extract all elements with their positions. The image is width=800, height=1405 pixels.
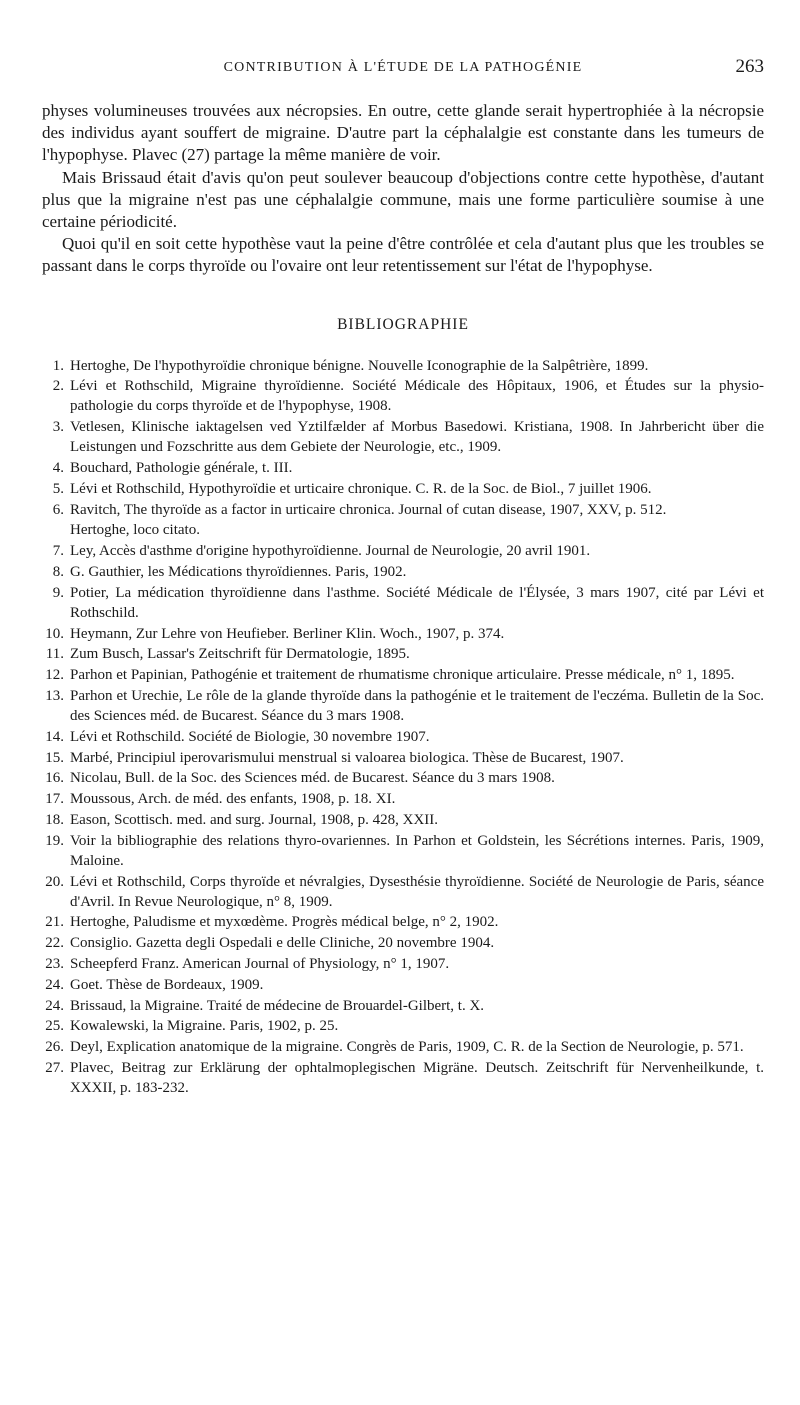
bibliography-entry bbox=[42, 479, 764, 499]
entry-number: 21. bbox=[45, 914, 64, 931]
bibliography-entry bbox=[42, 975, 764, 995]
bibliography-entry bbox=[42, 665, 764, 685]
entry-number: 10. bbox=[45, 625, 64, 642]
bibliography-entry bbox=[42, 996, 764, 1016]
entry-number: 6. bbox=[52, 501, 64, 518]
entry-number: 20. bbox=[45, 873, 64, 890]
entry-number: 8. bbox=[52, 564, 64, 580]
bibliography-entry bbox=[42, 520, 764, 540]
entry-text: Vetlesen, Klinische iaktagelsen ved Yztilfælder af Morbus Basedowi. Kristiana, 1908. In Jahrbericht über die Leistungen und Fozschritte aus dem Gebiete der Neurologie, etc., 1909. bbox=[70, 419, 764, 456]
entry-text: Lévi et Rothschild, Hypothyroïdie et urticaire chronique. C. R. de la Soc. de Biol., 7 juillet 1906. bbox=[70, 480, 652, 497]
bibliography-entry bbox=[42, 458, 764, 478]
bibliography-entry bbox=[42, 1037, 764, 1057]
entry-number: 25. bbox=[45, 1018, 64, 1035]
bibliography-entry bbox=[42, 748, 764, 768]
entry-text: Hertoghe, loco citato. bbox=[70, 522, 200, 539]
bibliography-entry bbox=[42, 727, 764, 747]
document-page bbox=[42, 58, 764, 1099]
entry-text: Potier, La médication thyroïdienne dans l'asthme. Société Médicale de l'Élysée, 3 mars 1907, cité par Lévi et Rothschild. bbox=[70, 584, 764, 621]
entry-number: 15. bbox=[45, 749, 64, 766]
bibliography-entry bbox=[42, 912, 764, 932]
entry-text: Lévi et Rothschild, Corps thyroïde et névralgies, Dysesthésie thyroïdienne. Société de Neurologie de Paris, séance d'Avril. In Revue Neurologique, n° 8, 1909. bbox=[70, 873, 764, 910]
body-paragraph: Quoi qu'il en soit cette hypothèse vaut la peine d'être contrôlée et cela d'autant plus que les troubles se passant dans le corps thyroïde ou l'ovaire ont leur retentissement sur l'état de l'hypophyse. bbox=[42, 234, 764, 276]
entry-number: 24. bbox=[45, 976, 64, 993]
bibliography-entry bbox=[42, 789, 764, 809]
bibliography-title: BIBLIOGRAPHIE bbox=[337, 315, 469, 333]
running-title: CONTRIBUTION À L'ÉTUDE DE LA PATHOGÉNIE bbox=[223, 60, 583, 75]
entry-number: 18. bbox=[45, 811, 64, 828]
entry-text: Hertoghe, De l'hypothyroïdie chronique bénigne. Nouvelle Iconographie de la Salpêtrière, 1899. bbox=[70, 357, 649, 374]
bibliography-entry bbox=[42, 768, 764, 788]
bibliography-entry bbox=[42, 810, 764, 830]
entry-text: Deyl, Explication anatomique de la migraine. Congrès de Paris, 1909, C. R. de la Section de Neurologie, p. 571. bbox=[70, 1039, 744, 1056]
bibliography-entry bbox=[42, 933, 764, 953]
entry-text: Moussous, Arch. de méd. des enfants, 1908, p. 18. XI. bbox=[70, 791, 396, 808]
bibliography-entry bbox=[42, 624, 764, 644]
entry-number: 4. bbox=[52, 460, 64, 477]
bibliography-entry bbox=[42, 831, 764, 871]
entry-text: G. Gauthier, les Médications thyroïdiennes. Paris, 1902. bbox=[70, 564, 407, 580]
bibliography-entry bbox=[42, 583, 764, 623]
body-paragraph: physes volumineuses trouvées aux nécropsies. En outre, cette glande serait hypertrophiée à la nécropsie des individus ayant souffert de migraine. D'autre part la céphalalgie est constante dans les tumeurs de l'hypophyse. Plavec (27) partage la même manière de voir. bbox=[42, 101, 764, 165]
entry-number: 3. bbox=[52, 419, 64, 436]
bibliography-list bbox=[42, 356, 764, 1098]
entry-text: Parhon et Urechie, Le rôle de la glande thyroïde dans la pathogénie et le traitement de l'eczéma. Bulletin de la Soc. des Sciences méd. de Bucarest. Séance du 3 mars 1908. bbox=[70, 687, 764, 724]
entry-text: Plavec, Beitrag zur Erklärung der ophtalmoplegischen Migräne. Deutsch. Zeitschrift für Nervenheilkunde, t. XXXII, p. 183-232. bbox=[70, 1059, 764, 1096]
entry-number: 7. bbox=[52, 543, 64, 560]
entry-number: 11. bbox=[45, 646, 64, 663]
entry-number: 1. bbox=[52, 357, 64, 374]
entry-number: 13. bbox=[45, 687, 64, 704]
bibliography-entry bbox=[42, 1016, 764, 1036]
entry-text: Kowalewski, la Migraine. Paris, 1902, p. 25. bbox=[70, 1018, 339, 1035]
entry-number: 14. bbox=[45, 728, 64, 745]
entry-number: 16. bbox=[45, 770, 64, 787]
entry-number: 9. bbox=[52, 584, 64, 601]
entry-number: 19. bbox=[45, 832, 64, 849]
bibliography-entry bbox=[42, 1058, 764, 1098]
entry-number: 5. bbox=[52, 480, 64, 497]
entry-text: Eason, Scottisch. med. and surg. Journal, 1908, p. 428, XXII. bbox=[70, 811, 439, 828]
bibliography-entry bbox=[42, 954, 764, 974]
entry-number: 12. bbox=[45, 667, 64, 684]
entry-number: 26. bbox=[45, 1039, 64, 1056]
page-header bbox=[42, 58, 764, 82]
entry-text: Lévi et Rothschild, Migraine thyroïdienne. Société Médicale des Hôpitaux, 1906, et Études sur la physio-pathologie du corps thyroïde et de l'hypophyse, 1908. bbox=[70, 378, 764, 415]
entry-text: Lévi et Rothschild. Société de Biologie, 30 novembre 1907. bbox=[70, 728, 430, 745]
entry-text: Consiglio. Gazetta degli Ospedali e delle Cliniche, 20 novembre 1904. bbox=[70, 935, 495, 952]
bibliography-entry bbox=[42, 376, 764, 416]
entry-text: Goet. Thèse de Bordeaux, 1909. bbox=[70, 976, 264, 993]
entry-text: Ley, Accès d'asthme d'origine hypothyroïdienne. Journal de Neurologie, 20 avril 1901. bbox=[70, 543, 591, 560]
entry-text: Heymann, Zur Lehre von Heufieber. Berliner Klin. Woch., 1907, p. 374. bbox=[70, 625, 505, 642]
entry-text: Parhon et Papinian, Pathogénie et traitement de rhumatisme chronique articulaire. Presse médicale, n° 1, 1895. bbox=[70, 667, 735, 684]
entry-text: Bouchard, Pathologie générale, t. III. bbox=[70, 460, 293, 477]
body-paragraph: Mais Brissaud était d'avis qu'on peut soulever beaucoup d'objections contre cette hypothèse, d'autant plus que la migraine n'est pas une céphalalgie commune, mais une forme particulière soumise à une certaine périodicité. bbox=[42, 167, 764, 232]
entry-number: 23. bbox=[45, 955, 64, 972]
bibliography-entry bbox=[42, 500, 764, 520]
bibliography-entry bbox=[42, 562, 764, 582]
entry-number: 17. bbox=[45, 791, 64, 808]
entry-number: 22. bbox=[45, 935, 64, 952]
bibliography-entry bbox=[42, 686, 764, 726]
bibliography-entry bbox=[42, 541, 764, 561]
bibliography-entry bbox=[42, 417, 764, 457]
entry-text: Nicolau, Bull. de la Soc. des Sciences méd. de Bucarest. Séance du 3 mars 1908. bbox=[70, 770, 555, 787]
entry-text: Ravitch, The thyroïde as a factor in urticaire chronica. Journal of cutan disease, 1907, XXV, p. 512. bbox=[70, 501, 667, 518]
entry-number: 24. bbox=[45, 997, 64, 1014]
entry-text: Voir la bibliographie des relations thyro-ovariennes. In Parhon et Goldstein, les Sécrétions internes. Paris, 1909, Maloine. bbox=[70, 832, 764, 869]
entry-text: Zum Busch, Lassar's Zeitschrift für Dermatologie, 1895. bbox=[70, 646, 410, 663]
entry-text: Scheepferd Franz. American Journal of Physiology, n° 1, 1907. bbox=[70, 955, 450, 972]
entry-number: 2. bbox=[52, 378, 64, 395]
entry-text: Hertoghe, Paludisme et myxœdème. Progrès médical belge, n° 2, 1902. bbox=[70, 914, 499, 931]
entry-number: 27. bbox=[45, 1059, 64, 1076]
bibliography-entry bbox=[42, 644, 764, 664]
bibliography-entry bbox=[42, 356, 764, 376]
entry-text: Brissaud, la Migraine. Traité de médecine de Brouardel-Gilbert, t. X. bbox=[70, 997, 485, 1014]
entry-text: Marbé, Principiul iperovarismului menstrual si valoarea biologica. Thèse de Bucarest, 1907. bbox=[70, 749, 624, 766]
bibliography-entry bbox=[42, 872, 764, 912]
page-number: 263 bbox=[735, 56, 764, 77]
